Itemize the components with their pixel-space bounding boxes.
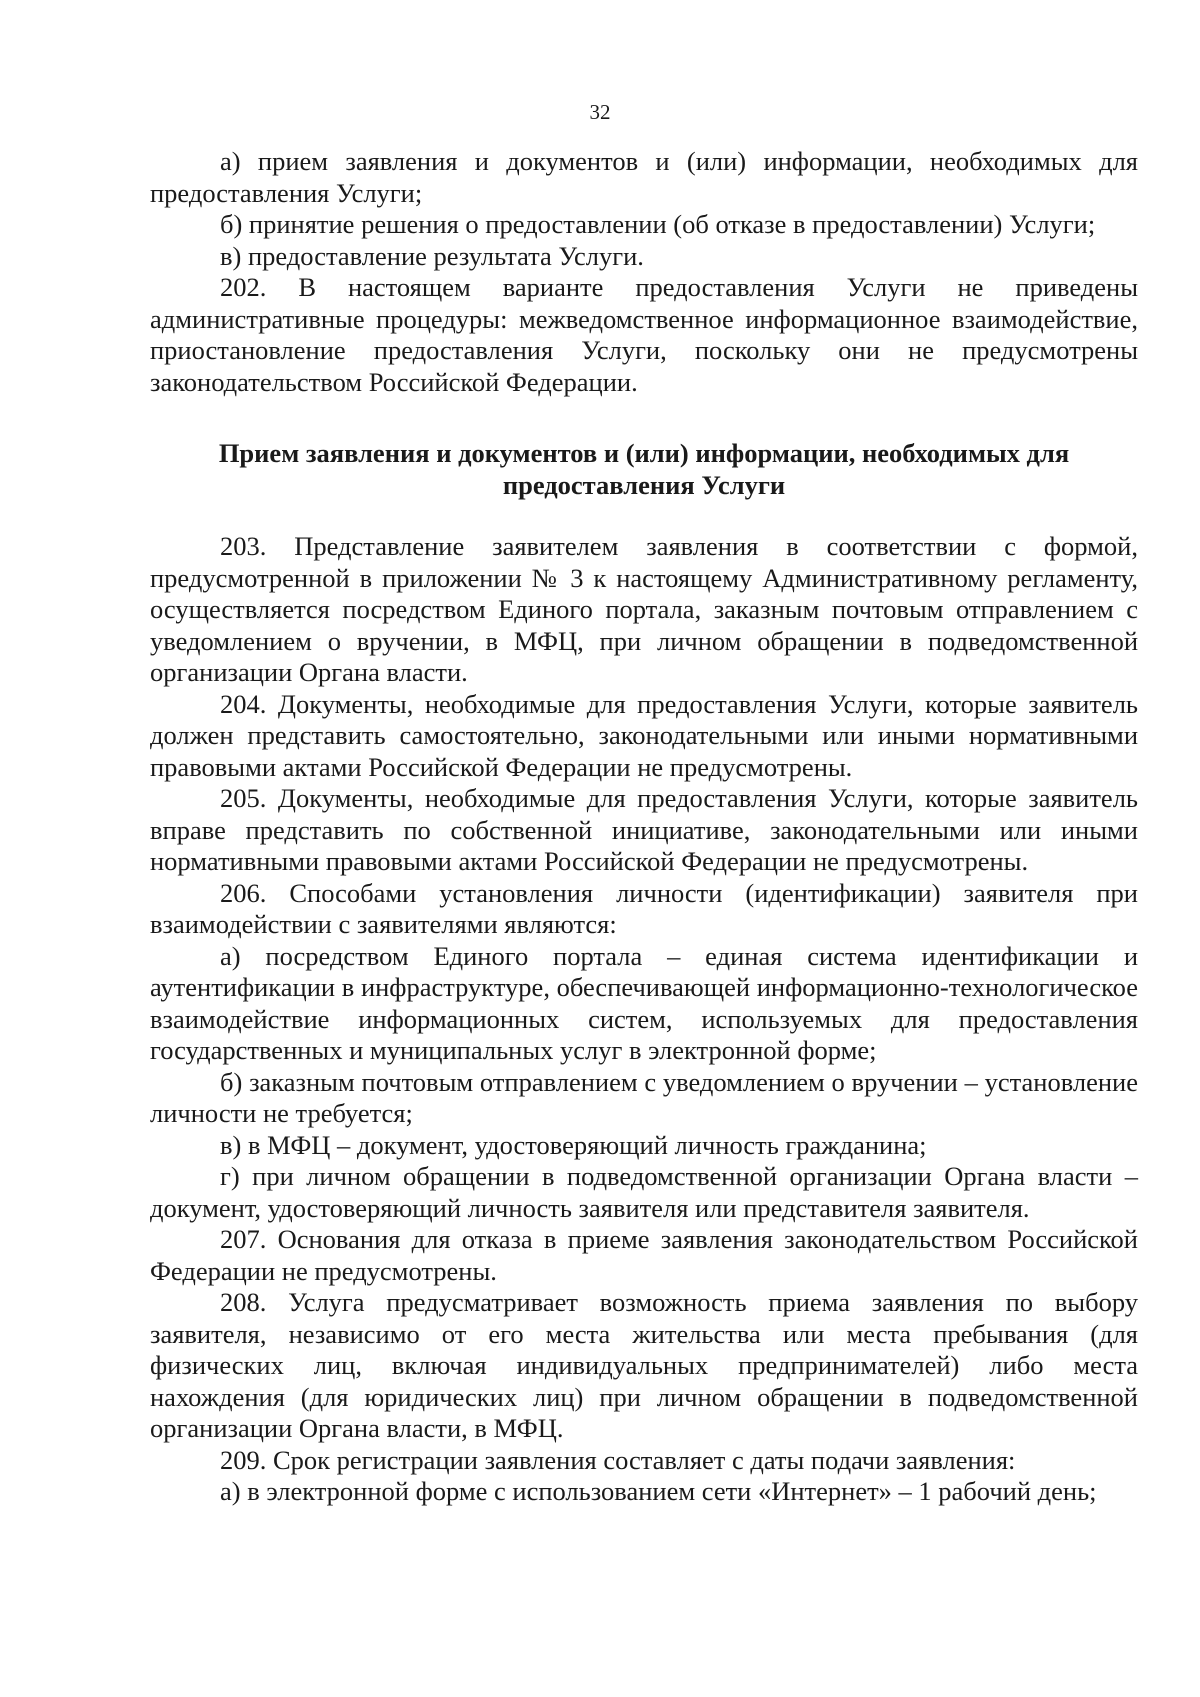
list-item-b: б) принятие решения о предоставлении (об отказе в предоставлении) Услуги;	[220, 209, 1096, 239]
paragraph-205: 205. Документы, необходимые для предоставления Услуги, которые заявитель вправе представить по собственной инициативе, законодательными или иными нормативными правовыми актами Российской Федерации не предусмотрены.	[150, 783, 1138, 876]
document-body	[150, 146, 1138, 1508]
paragraph-206: 206. Способами установления личности (идентификации) заявителя при взаимодействии с заявителями являются:	[150, 877, 1138, 939]
page-number: 32	[589, 100, 611, 124]
paragraph-206-g: г) при личном обращении в подведомственной организации Органа власти – документ, удостоверяющий личность заявителя или представителя заявителя.	[150, 1161, 1138, 1223]
paragraph-208: 208. Услуга предусматривает возможность приема заявления по выбору заявителя, независимо от его места жительства или места пребывания (для физических лиц, включая индивидуальных предпринимателей) либо места нахождения (для юридических лиц) при личном обращении в подведомственной организации Органа власти, в МФЦ.	[150, 1287, 1138, 1443]
section-heading: Прием заявления и документов и (или) информации, необходимых для предоставления Услуги	[218, 438, 1070, 500]
paragraph-206-v: в) в МФЦ – документ, удостоверяющий личность гражданина;	[220, 1129, 927, 1160]
paragraph-202: 202. В настоящем варианте предоставления Услуги не приведены административные процедуры: межведомственное информационное взаимодействие, приостановление предоставления Услуги, поскольку они не предусмотрены законодательством Российской Федерации.	[150, 272, 1138, 397]
paragraph-204: 204. Документы, необходимые для предоставления Услуги, которые заявитель должен представить самостоятельно, законодательными или иными нормативными правовыми актами Российской Федерации не предусмотрены.	[150, 688, 1138, 782]
paragraph-206-a: а) посредством Единого портала – единая система идентификации и аутентификации в инфраструктуре, обеспечивающей информационно-технологическое взаимодействие информационных систем, используемых для предоставления государственных и муниципальных услуг в электронной форме;	[150, 940, 1138, 1065]
paragraph-209: 209. Срок регистрации заявления составляет с даты подачи заявления:	[220, 1444, 1016, 1475]
paragraph-203: 203. Представление заявителем заявления в соответствии с формой, предусмотренной в приложении № 3 к настоящему Административному регламенту, осуществляется посредством Единого портала, заказным почтовым отправлением с уведомлением о вручении, в МФЦ, при личном обращении в подведомственной организации Органа власти.	[150, 531, 1138, 687]
paragraph-209-a: а) в электронной форме с использованием сети «Интернет» – 1 рабочий день;	[220, 1476, 1097, 1506]
list-item-a: а) прием заявления и документов и (или) информации, необходимых для предоставления Услуги;	[150, 146, 1138, 208]
paragraph-207: 207. Основания для отказа в приеме заявления законодательством Российской Федерации не предусмотрены.	[150, 1224, 1138, 1286]
paragraph-206-b: б) заказным почтовым отправлением с уведомлением о вручении – установление личности не требуется;	[150, 1066, 1138, 1128]
list-item-v: в) предоставление результата Услуги.	[220, 240, 644, 271]
